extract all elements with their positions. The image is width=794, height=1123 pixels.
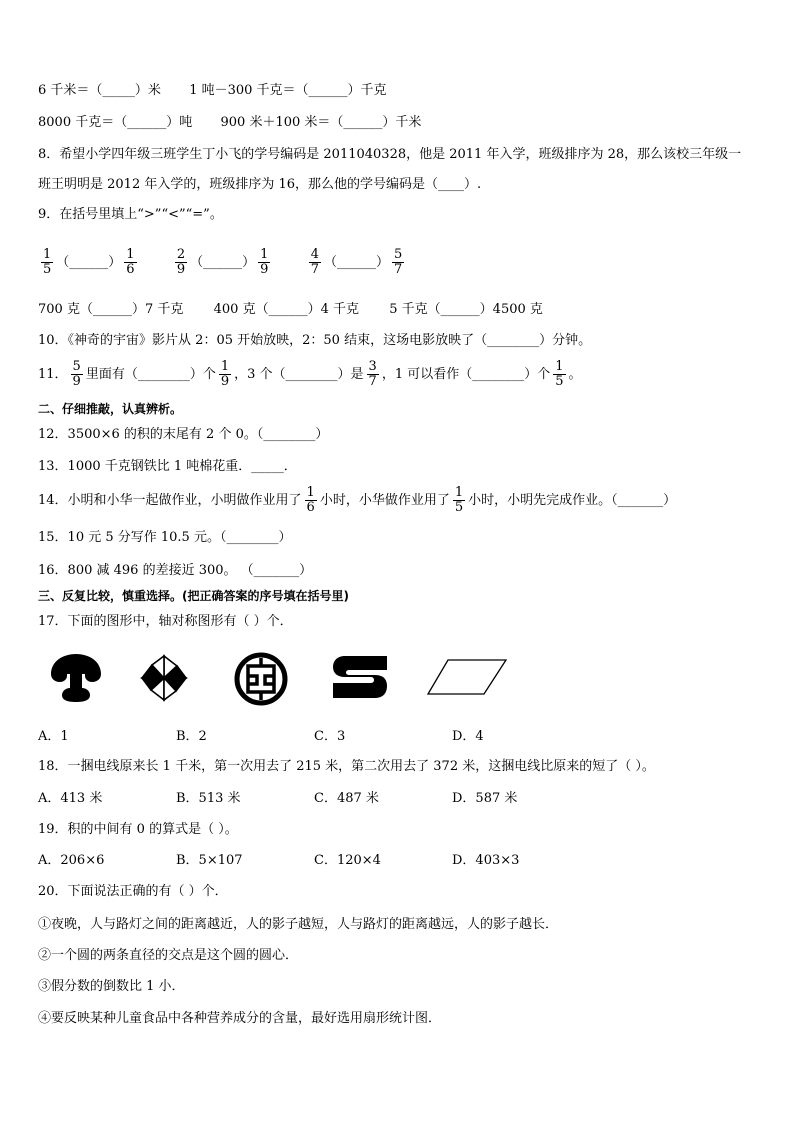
- fraction: $\frac{5}{7}$: [394, 247, 403, 277]
- section-heading-3: 三、反复比较，慎重选择。(把正确答案的序号填在括号里): [38, 589, 349, 603]
- q9-mass3: 5 千克（______）4500 克: [389, 302, 543, 317]
- q19-option-a[interactable]: A．206×6: [38, 853, 105, 868]
- q18-option-d[interactable]: D．587 米: [452, 791, 518, 806]
- q11: [38, 358, 582, 392]
- fraction: $\frac{1}{9}$: [220, 359, 230, 389]
- q7-row1b: 1 吨－300 千克＝（______）千克: [189, 83, 387, 98]
- q13: 13．1000 千克钢铁比 1 吨棉花重．_____．: [38, 459, 297, 474]
- q19-option-c[interactable]: C．120×4: [314, 853, 381, 868]
- q14-text: 14．小明和小华一起做作业，小明做作业用了: [38, 493, 302, 508]
- q9-stem: 9．在括号里填上“>”“<”“=”。: [38, 207, 223, 222]
- q10: 10．《神奇的宇宙》影片从 2：05 开始放映，2：50 结束，这场电影放映了（________）分钟。: [38, 333, 592, 348]
- q9-mass2: 400 克（______）4 千克: [213, 302, 359, 317]
- fraction: $\frac{1}{6}$: [306, 485, 315, 515]
- q19-stem: 19．积的中间有 0 的算式是（ ）。: [38, 822, 238, 837]
- parallelogram-figure: [426, 658, 508, 696]
- q14: [38, 484, 676, 518]
- q17-option-c[interactable]: C．3: [314, 729, 346, 744]
- q12: 12．3500×6 的积的末尾有 2 个 0。（________）: [38, 427, 329, 442]
- q9-fraction-row: [38, 246, 407, 280]
- q7-row1a: 6 千米＝（_____）米: [38, 83, 161, 98]
- q18-option-a[interactable]: A．413 米: [38, 791, 103, 806]
- q11-text: ，3 个（________）是: [234, 367, 364, 382]
- fraction: $\frac{3}{7}$: [368, 359, 377, 389]
- q20-item-1: ①夜晚，人与路灯之间的距离越近，人的影子越短，人与路灯的距离越远，人的影子越长．: [38, 917, 559, 932]
- answer-blank[interactable]: （______）: [190, 255, 256, 270]
- q19-option-b[interactable]: B．5×107: [176, 853, 243, 868]
- q9-mass-row: [38, 301, 543, 319]
- q8-line2: 班王明明是 2012 年入学的，班级排序为 16，那么他的学号编码是（____）.: [38, 177, 482, 192]
- q16: 16．800 减 496 的差接近 300。 （_______）: [38, 563, 313, 578]
- fraction: $\frac{1}{6}$: [126, 247, 135, 277]
- fraction: $\frac{1}{5}$: [555, 359, 564, 389]
- pinwheel-figure: [135, 652, 193, 704]
- q17-stem: 17．下面的图形中，轴对称图形有（ ）个．: [38, 614, 293, 629]
- fraction: $\frac{1}{5}$: [43, 247, 52, 277]
- fraction: $\frac{4}{7}$: [310, 247, 319, 277]
- q17-option-b[interactable]: B．2: [176, 729, 207, 744]
- q8-line1: 8．希望小学四年级三班学生丁小飞的学号编码是 2011040328，他是 2011 年入学，班级排序为 28，那么该校三年级一: [38, 147, 742, 162]
- q18-option-c[interactable]: C．487 米: [314, 791, 379, 806]
- q18-stem: 18．一捆电线原来长 1 千米，第一次用去了 215 米，第二次用去了 372 米，这捆电线比原来的短了（ ）。: [38, 759, 655, 774]
- q15: 15．10 元 5 分写作 10.5 元。（________）: [38, 530, 292, 545]
- s-logo-figure: [331, 654, 389, 700]
- fraction: $\frac{1}{5}$: [454, 485, 464, 515]
- fraction: $\frac{2}{9}$: [176, 247, 186, 277]
- q20-item-2: ②一个圆的两条直径的交点是这个圆的圆心．: [38, 948, 299, 963]
- q11-number: 11．: [38, 367, 68, 382]
- fraction: $\frac{1}{9}$: [260, 247, 269, 277]
- q19-option-d[interactable]: D．403×3: [452, 853, 520, 868]
- q17-option-d[interactable]: D．4: [452, 729, 484, 744]
- q9-mass1: 700 克（______）7 千克: [38, 302, 184, 317]
- answer-blank[interactable]: （______）: [324, 255, 390, 270]
- q20-stem: 20．下面说法正确的有（ ）个．: [38, 884, 228, 899]
- anchor-logo-figure: [48, 652, 104, 704]
- q17-option-a[interactable]: A．1: [38, 729, 69, 744]
- q7-row1: [38, 82, 387, 100]
- answer-blank[interactable]: （______）: [56, 255, 122, 270]
- section-heading-2: 二、仔细推敲，认真辨析。: [38, 402, 183, 416]
- q7-row2a: 8000 千克＝（______）吨: [38, 115, 193, 130]
- bank-logo-figure: [233, 652, 289, 706]
- q14-text: 小时，小明先完成作业。（_______）: [468, 493, 677, 508]
- q11-text: 里面有（________）个: [85, 367, 216, 382]
- q11-text: ，1 可以看作（________）个: [381, 367, 551, 382]
- q7-row2b: 900 米＋100 米＝（______）千米: [220, 115, 422, 130]
- q7-row2: [38, 114, 421, 132]
- q11-text: 。: [568, 367, 582, 382]
- fraction: $\frac{5}{9}$: [72, 359, 81, 389]
- q14-text: 小时，小华做作业用了: [319, 493, 450, 508]
- q18-option-b[interactable]: B．513 米: [176, 791, 241, 806]
- q20-item-4: ④要反映某种儿童食品中各种营养成分的含量，最好选用扇形统计图．: [38, 1011, 442, 1026]
- q20-item-3: ③假分数的倒数比 1 小．: [38, 979, 185, 994]
